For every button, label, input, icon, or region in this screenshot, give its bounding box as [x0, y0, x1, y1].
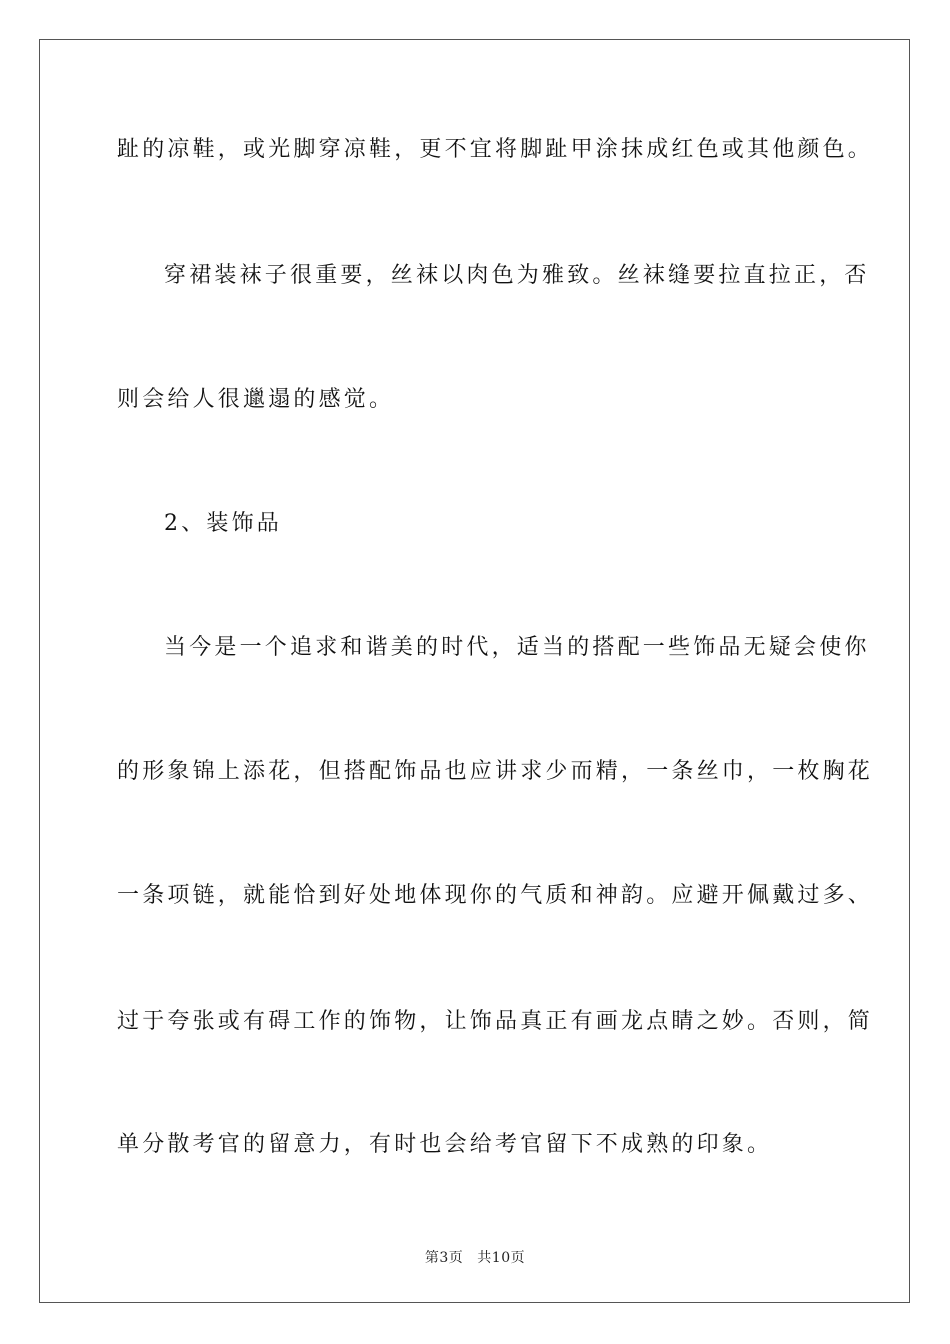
section-heading: 2、装饰品 [164, 511, 282, 536]
page-border [39, 39, 910, 1303]
paragraph-line: 过于夸张或有碍工作的饰物，让饰品真正有画龙点睛之妙。否则，简 [117, 1009, 874, 1034]
page-number: 第3页 [424, 1250, 464, 1266]
paragraph-line: 单分散考官的留意力，有时也会给考官留下不成熟的印象。 [117, 1132, 773, 1157]
paragraph-line: 趾的凉鞋，或光脚穿凉鞋，更不宜将脚趾甲涂抹成红色或其他颜色。 [117, 137, 874, 162]
page-total: 共10页 [477, 1250, 526, 1266]
paragraph-line: 的形象锦上添花，但搭配饰品也应讲求少而精，一条丝巾，一枚胸花 [117, 759, 874, 784]
paragraph-line: 一条项链，就能恰到好处地体现你的气质和神韵。应避开佩戴过多、 [117, 883, 874, 908]
page-footer [0, 1247, 950, 1267]
paragraph-line: 当今是一个追求和谐美的时代，适当的搭配一些饰品无疑会使你 [164, 635, 870, 660]
paragraph-line: 穿裙装袜子很重要，丝袜以肉色为雅致。丝袜缝要拉直拉正，否 [164, 263, 870, 288]
paragraph-line: 则会给人很邋遢的感觉。 [117, 387, 395, 412]
